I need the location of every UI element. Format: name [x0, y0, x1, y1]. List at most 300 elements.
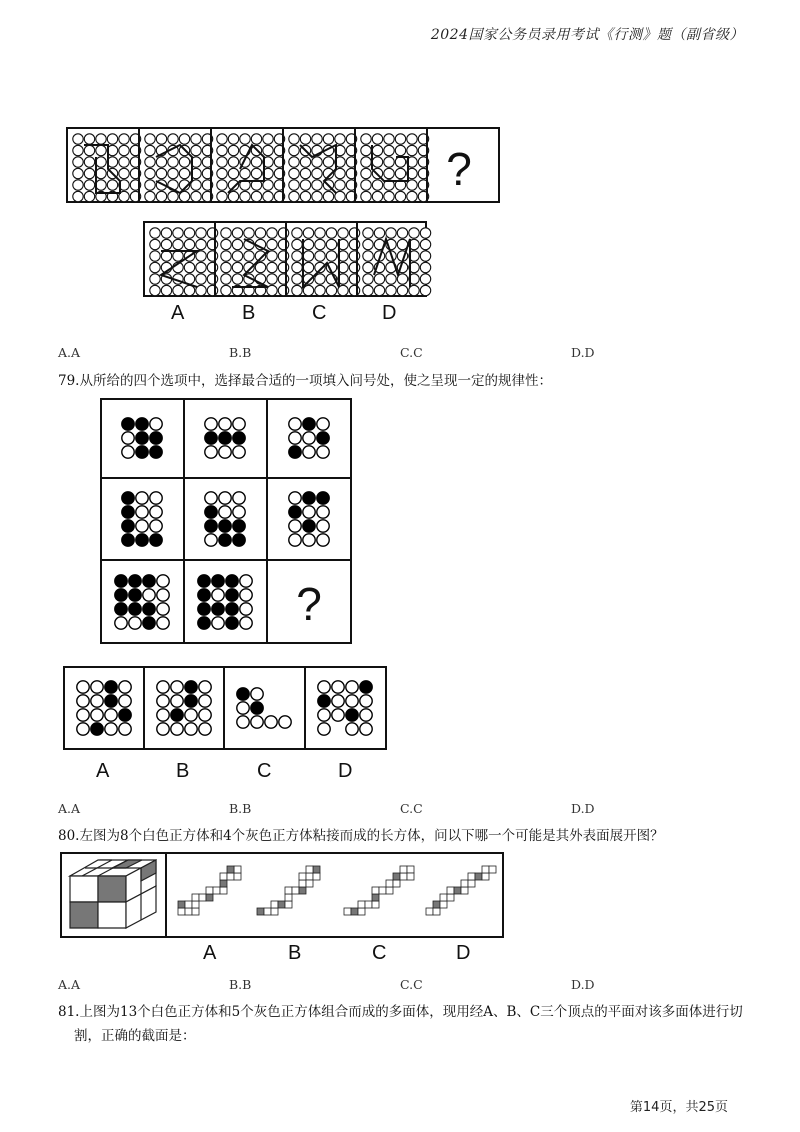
net-cell	[482, 873, 489, 880]
grid-circle	[278, 251, 288, 261]
grid-circle	[361, 168, 371, 178]
grid-circle	[251, 168, 261, 178]
net-cell	[220, 873, 227, 880]
grid-circle	[363, 285, 373, 295]
net-cell	[178, 908, 185, 915]
grid-circle	[221, 274, 231, 284]
dot	[150, 506, 162, 518]
grid-circle	[179, 168, 189, 178]
grid-circle	[255, 228, 265, 238]
dot	[157, 603, 169, 615]
dot	[205, 446, 217, 458]
dot	[318, 695, 330, 707]
dot	[150, 446, 162, 458]
grid-circle	[73, 168, 83, 178]
grid-circle	[363, 228, 373, 238]
dot	[226, 575, 238, 587]
grid-circle	[397, 228, 407, 238]
grid-circle	[179, 134, 189, 144]
grid-circle	[289, 134, 299, 144]
grid-circle	[292, 262, 302, 272]
grid-circle	[251, 134, 261, 144]
grid-circle	[156, 134, 166, 144]
grid-circle	[315, 285, 325, 295]
grid-circle	[303, 262, 313, 272]
dot	[346, 723, 358, 735]
net-cell	[306, 880, 313, 887]
dot	[240, 617, 252, 629]
grid-circle	[145, 180, 155, 190]
grid-circle	[217, 157, 227, 167]
net-cell	[358, 908, 365, 915]
grid-circle	[73, 157, 83, 167]
net-cell	[227, 873, 234, 880]
net-cell	[299, 873, 306, 880]
q79-options-figure	[63, 666, 387, 750]
q81-question-text	[58, 1000, 758, 1048]
grid-circle	[420, 251, 430, 261]
q80-figure	[60, 852, 504, 938]
grid-circle	[107, 134, 117, 144]
dot	[332, 709, 344, 721]
dot	[122, 418, 134, 430]
grid-circle	[221, 251, 231, 261]
grid-circle	[156, 168, 166, 178]
dot	[303, 506, 315, 518]
grid-circle	[407, 134, 417, 144]
dot	[157, 575, 169, 587]
grid-circle	[184, 262, 194, 272]
grid-circle	[196, 228, 206, 238]
grid-circle	[263, 134, 273, 144]
grid-circle	[395, 191, 405, 201]
dot	[219, 520, 231, 532]
q80-answer-d[interactable]: D.D	[571, 977, 595, 992]
dot	[105, 723, 117, 735]
grid-circle	[335, 180, 345, 190]
grid-circle	[244, 251, 254, 261]
grid-circle	[361, 191, 371, 201]
dot	[233, 506, 245, 518]
dot	[346, 709, 358, 721]
dot	[317, 520, 329, 532]
net-cell	[447, 887, 454, 894]
q78-options-figure	[143, 221, 427, 297]
grid-circle	[420, 274, 430, 284]
dot	[237, 702, 249, 714]
grid-circle	[221, 262, 231, 272]
grid-circle	[267, 228, 277, 238]
dot	[157, 695, 169, 707]
dot	[171, 681, 183, 693]
net-cell	[400, 866, 407, 873]
dot	[199, 709, 211, 721]
grid-circle	[173, 285, 183, 295]
grid-circle	[361, 180, 371, 190]
net-cell	[372, 894, 379, 901]
grid-circle	[267, 262, 277, 272]
grid-circle	[150, 251, 160, 261]
grid-circle	[386, 228, 396, 238]
net-cell	[285, 887, 292, 894]
grid-circle	[232, 228, 242, 238]
dot	[119, 723, 131, 735]
dot	[157, 723, 169, 735]
dot	[240, 589, 252, 601]
grid-circle	[184, 285, 194, 295]
dot	[240, 603, 252, 615]
q78-option-label-c: C	[312, 302, 327, 324]
grid-circle	[232, 274, 242, 284]
grid-circle	[184, 228, 194, 238]
net-cell	[234, 866, 241, 873]
grid-circle	[96, 180, 106, 190]
dot	[219, 418, 231, 430]
net-cell	[475, 873, 482, 880]
grid-circle	[312, 180, 322, 190]
net-cell	[313, 873, 320, 880]
grid-circle	[73, 180, 83, 190]
grid-circle	[374, 274, 384, 284]
grid-circle	[84, 134, 94, 144]
dot	[251, 716, 263, 728]
grid-circle	[191, 145, 201, 155]
q80-answer-a[interactable]: A.A	[58, 977, 81, 992]
dot	[317, 432, 329, 444]
dot	[205, 534, 217, 546]
dot	[185, 681, 197, 693]
net-cell	[271, 901, 278, 908]
grid-circle	[145, 168, 155, 178]
grid-circle	[374, 285, 384, 295]
dot	[318, 709, 330, 721]
dot	[171, 723, 183, 735]
dot	[143, 589, 155, 601]
grid-circle	[161, 251, 171, 261]
grid-circle	[395, 145, 405, 155]
grid-circle	[326, 285, 336, 295]
dot	[136, 446, 148, 458]
net-cell	[285, 894, 292, 901]
dot	[219, 446, 231, 458]
dot	[122, 534, 134, 546]
grid-circle	[96, 134, 106, 144]
q80-answer-row	[58, 977, 758, 995]
grid-circle	[372, 157, 382, 167]
q79-answer-c[interactable]: C.C	[400, 801, 423, 816]
grid-circle	[384, 134, 394, 144]
dot	[150, 492, 162, 504]
grid-circle	[315, 274, 325, 284]
grid-circle	[161, 239, 171, 249]
q79-answer-a[interactable]: A.A	[58, 801, 81, 816]
grid-circle	[407, 145, 417, 155]
grid-circle	[179, 157, 189, 167]
q81-number: 81.	[58, 1004, 80, 1020]
dot	[199, 681, 211, 693]
net-cell	[185, 901, 192, 908]
dot	[143, 603, 155, 615]
grid-circle	[107, 180, 117, 190]
q79-option-label-d: D	[338, 760, 353, 782]
dot	[115, 603, 127, 615]
grid-circle	[289, 191, 299, 201]
net-cell	[379, 887, 386, 894]
dot	[212, 603, 224, 615]
net-cell	[234, 873, 241, 880]
grid-circle	[363, 262, 373, 272]
grid-circle	[119, 168, 129, 178]
grid-circle	[196, 251, 206, 261]
grid-circle	[303, 251, 313, 261]
net-cell	[386, 880, 393, 887]
grid-circle	[168, 157, 178, 167]
grid-circle	[420, 239, 430, 249]
grid-circle	[73, 191, 83, 201]
q80-number: 80.	[58, 828, 80, 844]
grid-circle	[323, 191, 333, 201]
dot	[91, 681, 103, 693]
net-cell	[365, 901, 372, 908]
q80-option-label-d: D	[456, 942, 471, 964]
grid-circle	[315, 239, 325, 249]
grid-circle	[349, 251, 359, 261]
grid-circle	[267, 285, 277, 295]
dot	[136, 506, 148, 518]
dot	[233, 534, 245, 546]
grid-circle	[335, 134, 345, 144]
grid-circle	[361, 157, 371, 167]
dot	[318, 723, 330, 735]
grid-circle	[84, 180, 94, 190]
dot	[129, 617, 141, 629]
dot	[129, 589, 141, 601]
dot	[233, 492, 245, 504]
dot	[303, 432, 315, 444]
grid-circle	[150, 262, 160, 272]
dot	[317, 446, 329, 458]
dot	[157, 617, 169, 629]
net-cell	[358, 901, 365, 908]
grid-circle	[145, 134, 155, 144]
grid-circle	[196, 285, 206, 295]
dot	[157, 681, 169, 693]
dot	[77, 709, 89, 721]
q78-answer-c[interactable]: C.C	[400, 345, 423, 360]
grid-circle	[384, 168, 394, 178]
net-cell	[372, 901, 379, 908]
dot	[205, 506, 217, 518]
dot	[289, 418, 301, 430]
grid-circle	[240, 134, 250, 144]
q79-answer-d[interactable]: D.D	[571, 801, 595, 816]
q79-matrix-figure	[100, 398, 352, 644]
q79-answer-row	[58, 801, 758, 819]
net-cell	[407, 866, 414, 873]
grid-circle	[292, 285, 302, 295]
dot	[198, 589, 210, 601]
net-cell	[206, 887, 213, 894]
dot	[233, 520, 245, 532]
grid-circle	[292, 239, 302, 249]
dot	[77, 681, 89, 693]
q78-question-mark: ?	[446, 143, 472, 195]
q80-answer-b[interactable]: B.B	[229, 977, 252, 992]
net-cell	[220, 880, 227, 887]
dot	[150, 418, 162, 430]
grid-circle	[384, 145, 394, 155]
grid-circle	[240, 191, 250, 201]
grid-circle	[395, 157, 405, 167]
net-cell	[227, 866, 234, 873]
dot	[317, 506, 329, 518]
grid-circle	[312, 191, 322, 201]
q78-answer-row	[58, 345, 758, 363]
grid-circle	[349, 228, 359, 238]
grid-circle	[217, 145, 227, 155]
grid-circle	[300, 134, 310, 144]
grid-circle	[312, 168, 322, 178]
grid-circle	[207, 262, 217, 272]
grid-circle	[96, 145, 106, 155]
grid-circle	[207, 285, 217, 295]
dot	[233, 432, 245, 444]
grid-circle	[150, 228, 160, 238]
dot	[219, 432, 231, 444]
grid-circle	[292, 251, 302, 261]
q78-answer-a[interactable]: A.A	[58, 345, 81, 360]
dot	[303, 534, 315, 546]
grid-circle	[156, 191, 166, 201]
dot	[226, 617, 238, 629]
net-cell	[440, 901, 447, 908]
net-cell	[271, 908, 278, 915]
grid-circle	[289, 145, 299, 155]
grid-circle	[395, 134, 405, 144]
q81-text-line1: 上图为13个白色正方体和5个灰色正方体组合而成的多面体，现用经A、B、C三个顶点的平面对该多面体进行切	[79, 1004, 743, 1020]
dot	[115, 617, 127, 629]
grid-circle	[191, 191, 201, 201]
dot	[115, 575, 127, 587]
dot	[212, 575, 224, 587]
dot	[77, 723, 89, 735]
grid-circle	[278, 285, 288, 295]
dot	[136, 418, 148, 430]
grid-circle	[84, 145, 94, 155]
grid-circle	[386, 285, 396, 295]
net-cell	[433, 908, 440, 915]
grid-circle	[409, 228, 419, 238]
grid-circle	[228, 168, 238, 178]
dot	[91, 709, 103, 721]
grid-circle	[420, 285, 430, 295]
dot	[171, 695, 183, 707]
dot	[105, 709, 117, 721]
net-cell	[351, 908, 358, 915]
grid-circle	[349, 262, 359, 272]
q78-answer-b[interactable]: B.B	[229, 345, 252, 360]
grid-circle	[315, 228, 325, 238]
q80-answer-c[interactable]: C.C	[400, 977, 423, 992]
grid-circle	[168, 134, 178, 144]
q80-option-label-b: B	[288, 942, 302, 964]
dot	[219, 506, 231, 518]
grid-circle	[395, 168, 405, 178]
dot	[122, 432, 134, 444]
grid-circle	[323, 157, 333, 167]
dot	[265, 716, 277, 728]
grid-circle	[240, 168, 250, 178]
dot	[317, 418, 329, 430]
grid-circle	[338, 228, 348, 238]
dot	[136, 492, 148, 504]
grid-circle	[150, 285, 160, 295]
dot	[360, 695, 372, 707]
grid-circle	[278, 228, 288, 238]
q79-answer-b[interactable]: B.B	[229, 801, 252, 816]
dot	[332, 681, 344, 693]
net-cell	[426, 908, 433, 915]
dot	[91, 695, 103, 707]
dot	[237, 688, 249, 700]
dot	[185, 723, 197, 735]
dot	[346, 695, 358, 707]
grid-circle	[420, 228, 430, 238]
dot	[150, 534, 162, 546]
dot	[289, 432, 301, 444]
net-cell	[192, 894, 199, 901]
q80-cuboid	[70, 860, 156, 928]
dot	[199, 695, 211, 707]
net-cell	[461, 880, 468, 887]
q80-option-label-a: A	[203, 942, 217, 964]
net-cell	[299, 887, 306, 894]
grid-circle	[363, 251, 373, 261]
dot	[289, 492, 301, 504]
dot	[122, 506, 134, 518]
dot	[289, 506, 301, 518]
grid-circle	[278, 239, 288, 249]
grid-circle	[217, 134, 227, 144]
grid-circle	[244, 228, 254, 238]
net-cell	[306, 873, 313, 880]
grid-circle	[119, 157, 129, 167]
grid-circle	[326, 251, 336, 261]
grid-circle	[361, 134, 371, 144]
dot	[198, 617, 210, 629]
dot	[332, 695, 344, 707]
net-cell	[461, 887, 468, 894]
net-cell	[344, 908, 351, 915]
grid-circle	[168, 168, 178, 178]
q78-option-label-b: B	[242, 302, 256, 324]
dot	[105, 681, 117, 693]
net-cell	[393, 873, 400, 880]
dot	[289, 520, 301, 532]
grid-circle	[150, 274, 160, 284]
grid-circle	[191, 134, 201, 144]
grid-circle	[207, 239, 217, 249]
grid-circle	[300, 191, 310, 201]
dot	[346, 681, 358, 693]
dot	[317, 492, 329, 504]
net-cell	[220, 887, 227, 894]
q78-answer-d[interactable]: D.D	[571, 345, 595, 360]
net-cell	[386, 887, 393, 894]
dot	[303, 520, 315, 532]
dot	[226, 603, 238, 615]
grid-circle	[361, 145, 371, 155]
